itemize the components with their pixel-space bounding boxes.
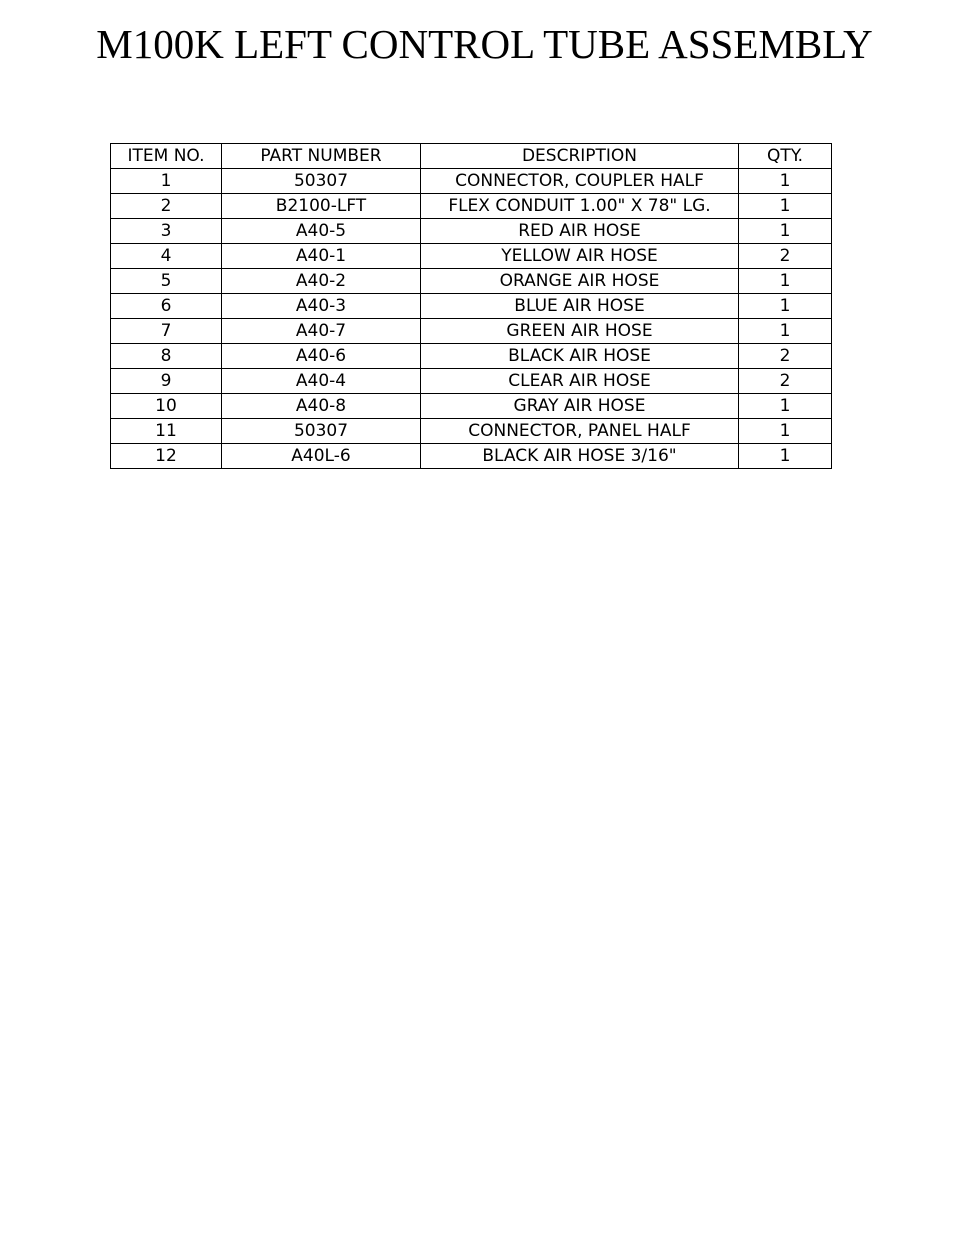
cell-description: GRAY AIR HOSE (421, 394, 739, 419)
page-title: M100K LEFT CONTROL TUBE ASSEMBLY (96, 21, 873, 67)
table-row (111, 219, 832, 244)
header-part-number: PART NUMBER (222, 144, 421, 169)
cell-part-number: A40-3 (222, 294, 421, 319)
table-row (111, 369, 832, 394)
cell-part-number: A40L-6 (222, 444, 421, 469)
cell-description: BLUE AIR HOSE (421, 294, 739, 319)
cell-description: BLACK AIR HOSE 3/16" (421, 444, 739, 469)
cell-part-number: A40-7 (222, 319, 421, 344)
cell-description: ORANGE AIR HOSE (421, 269, 739, 294)
header-description: DESCRIPTION (421, 144, 739, 169)
cell-qty: 1 (739, 444, 832, 469)
cell-part-number: A40-4 (222, 369, 421, 394)
table-header-row (111, 144, 832, 169)
cell-item-no: 9 (111, 369, 222, 394)
table-row (111, 244, 832, 269)
cell-part-number: 50307 (222, 419, 421, 444)
cell-qty: 2 (739, 344, 832, 369)
cell-part-number: A40-5 (222, 219, 421, 244)
cell-qty: 2 (739, 369, 832, 394)
cell-qty: 1 (739, 319, 832, 344)
cell-item-no: 6 (111, 294, 222, 319)
table-row (111, 169, 832, 194)
table-row (111, 319, 832, 344)
cell-part-number: A40-2 (222, 269, 421, 294)
table-row (111, 344, 832, 369)
table-row (111, 294, 832, 319)
cell-item-no: 5 (111, 269, 222, 294)
table-row (111, 444, 832, 469)
cell-description: FLEX CONDUIT 1.00" X 78" LG. (421, 194, 739, 219)
header-item-no: ITEM NO. (111, 144, 222, 169)
cell-item-no: 11 (111, 419, 222, 444)
cell-item-no: 3 (111, 219, 222, 244)
cell-qty: 2 (739, 244, 832, 269)
table-row (111, 394, 832, 419)
table-row (111, 194, 832, 219)
table-row (111, 419, 832, 444)
cell-qty: 1 (739, 269, 832, 294)
cell-part-number: 50307 (222, 169, 421, 194)
cell-description: CONNECTOR, PANEL HALF (421, 419, 739, 444)
cell-description: RED AIR HOSE (421, 219, 739, 244)
cell-description: CLEAR AIR HOSE (421, 369, 739, 394)
cell-item-no: 12 (111, 444, 222, 469)
cell-item-no: 10 (111, 394, 222, 419)
cell-qty: 1 (739, 194, 832, 219)
table-row (111, 269, 832, 294)
cell-description: YELLOW AIR HOSE (421, 244, 739, 269)
cell-part-number: A40-1 (222, 244, 421, 269)
cell-qty: 1 (739, 169, 832, 194)
cell-part-number: A40-6 (222, 344, 421, 369)
cell-item-no: 4 (111, 244, 222, 269)
cell-item-no: 2 (111, 194, 222, 219)
header-qty: QTY. (739, 144, 832, 169)
cell-qty: 1 (739, 419, 832, 444)
table-body (111, 169, 832, 469)
cell-qty: 1 (739, 294, 832, 319)
cell-description: CONNECTOR, COUPLER HALF (421, 169, 739, 194)
cell-item-no: 1 (111, 169, 222, 194)
cell-part-number: A40-8 (222, 394, 421, 419)
cell-item-no: 8 (111, 344, 222, 369)
cell-qty: 1 (739, 394, 832, 419)
cell-item-no: 7 (111, 319, 222, 344)
cell-description: BLACK AIR HOSE (421, 344, 739, 369)
cell-description: GREEN AIR HOSE (421, 319, 739, 344)
bill-of-materials-table (110, 143, 832, 469)
cell-qty: 1 (739, 219, 832, 244)
cell-part-number: B2100-LFT (222, 194, 421, 219)
